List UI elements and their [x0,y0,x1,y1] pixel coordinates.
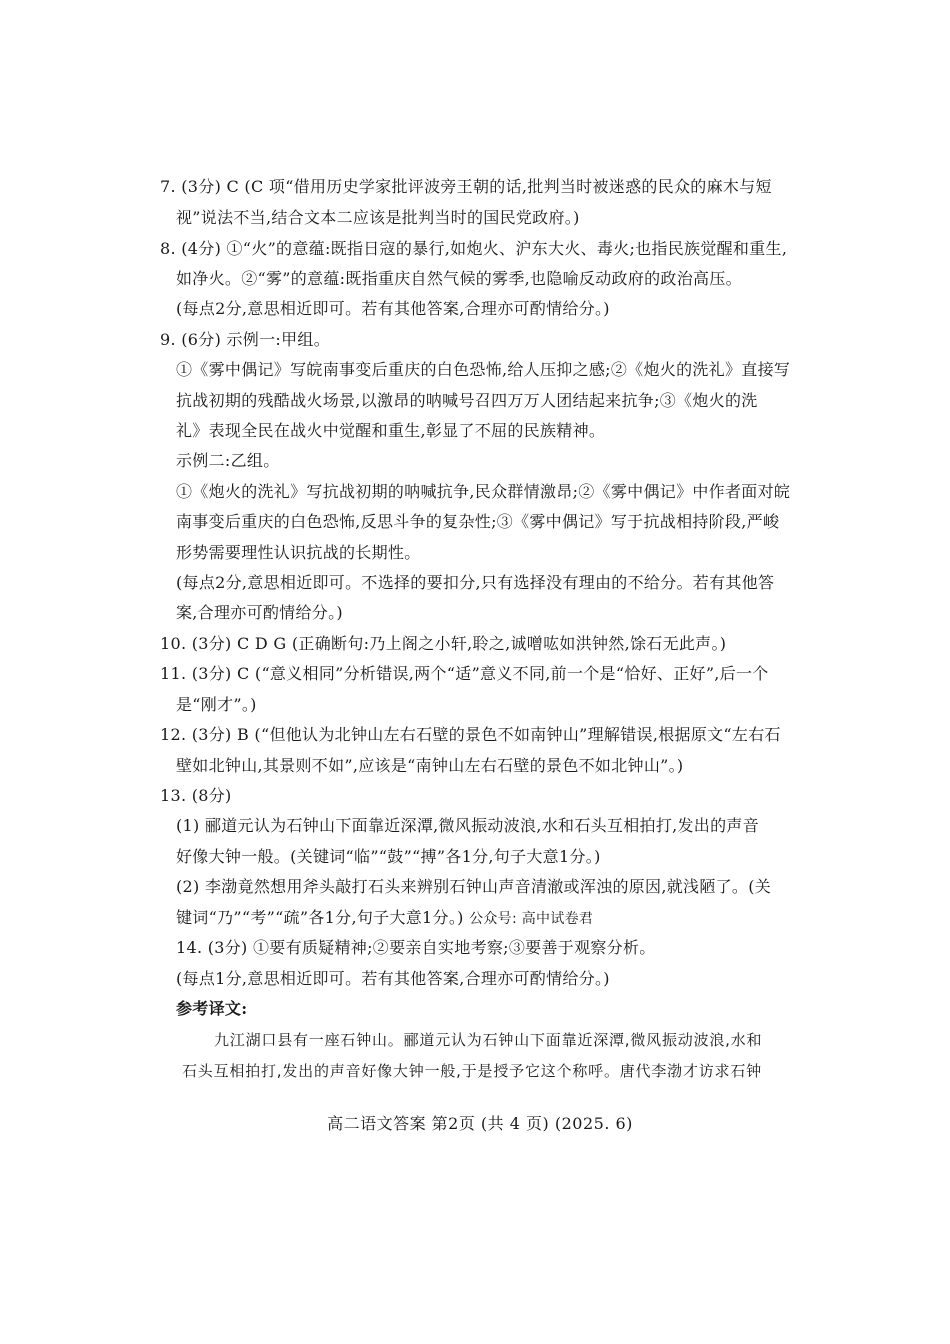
q9-line-5: 示例二:乙组。 [176,451,280,470]
translation-line-1: 九江湖口县有一座石钟山。郦道元认为石钟山下面靠近深潭,微风振动波浪,水和 [214,1031,763,1049]
q13-line-3: 好像大钟一般。(关键词“临”“鼓”“搏”各1分,句子大意1分。) [176,847,601,866]
q13-line-2: (1) 郦道元认为石钟山下面靠近深潭,微风振动波浪,水和石头互相拍打,发出的声音 [176,816,760,835]
q10-line-1: 10. (3分) C D G (正确断句:乃上阁之小轩,聆之,诚噌吰如洪钟然,馀石无此声。) [160,634,727,653]
q13-line-5-text: 键词“乃”“考”“疏”各1分,句子大意1分。) [176,908,464,927]
q11-line-1: 11. (3分) C (“意义相同”分析错误,两个“适”意义不同,前一个是“恰好、正好”,后一个 [160,664,769,683]
q9-line-10: 案,合理亦可酌情给分。) [176,603,343,622]
q13-line-1: 13. (8分) [160,786,232,805]
q9-line-9: (每点2分,意思相近即可。不选择的要扣分,只有选择没有理由的不给分。若有其他答 [176,573,775,592]
q8-line-3: (每点2分,意思相近即可。若有其他答案,合理亦可酌情给分。) [176,299,610,318]
q13-line-5 [176,907,593,930]
q14-line-2: (每点1分,意思相近即可。若有其他答案,合理亦可酌情给分。) [176,969,610,988]
q12-line-1: 12. (3分) B (“但他认为北钟山左右石壁的景色不如南钟山”理解错误,根据原文“左右石 [160,725,781,744]
q9-line-1: 9. (6分) 示例一:甲组。 [160,330,330,349]
translation-line-2: 石头互相拍打,发出的声音好像大钟一般,于是授予它这个称呼。唐代李渤才访求石钟 [182,1062,762,1080]
q9-line-2: ①《雾中偶记》写皖南事变后重庆的白色恐怖,给人压抑之感;②《炮火的洗礼》直接写 [176,360,791,379]
q12-line-2: 壁如北钟山,其景则不如”,应该是“南钟山左右石壁的景色不如北钟山”。) [176,756,684,775]
q9-line-3: 抗战初期的残酷战火场景,以激昂的呐喊号召四万万人团结起来抗争;③《炮火的洗 [176,391,758,410]
q14-line-1: 14. (3分) ①要有质疑精神;②要亲自实地考察;③要善于观察分析。 [176,938,656,957]
q7-line-2: 视”说法不当,结合文本二应该是批判当时的国民党政府。) [176,208,580,227]
page-footer: 高二语文答案 第2页 (共 4 页) (2025. 6) [327,1114,633,1133]
q9-line-6: ①《炮火的洗礼》写抗战初期的呐喊抗争,民众群情激昂;②《雾中偶记》中作者面对皖 [176,482,791,501]
q8-line-1: 8. (4分) ①“火”的意蕴:既指日寇的暴行,如炮火、沪东大火、毒火;也指民族觉醒和重生, [160,239,788,258]
q9-line-8: 形势需要理性认识抗战的长期性。 [176,543,421,562]
q9-line-4: 礼》表现全民在战火中觉醒和重生,彰显了不屈的民族精神。 [176,421,606,440]
q11-line-2: 是“刚才”。) [176,695,257,714]
q8-line-2: 如净火。②“雾”的意蕴:既指重庆自然气候的雾季,也隐喻反动政府的政治高压。 [176,269,742,288]
translation-title: 参考译文: [176,999,248,1018]
q9-line-7: 南事变后重庆的白色恐怖,反思斗争的复杂性;③《雾中偶记》写于抗战相持阶段,严峻 [176,512,780,531]
q13-line-4: (2) 李渤竟然想用斧头敲打石头来辨别石钟山声音清澈或浑浊的原因,就浅陋了。(关 [176,877,772,896]
watermark-text: 公众号: 高中试卷君 [469,911,594,927]
q7-line-1: 7. (3分) C (C 项“借用历史学家批评波旁王朝的话,批判当时被迷惑的民众的麻木与短 [160,177,772,196]
